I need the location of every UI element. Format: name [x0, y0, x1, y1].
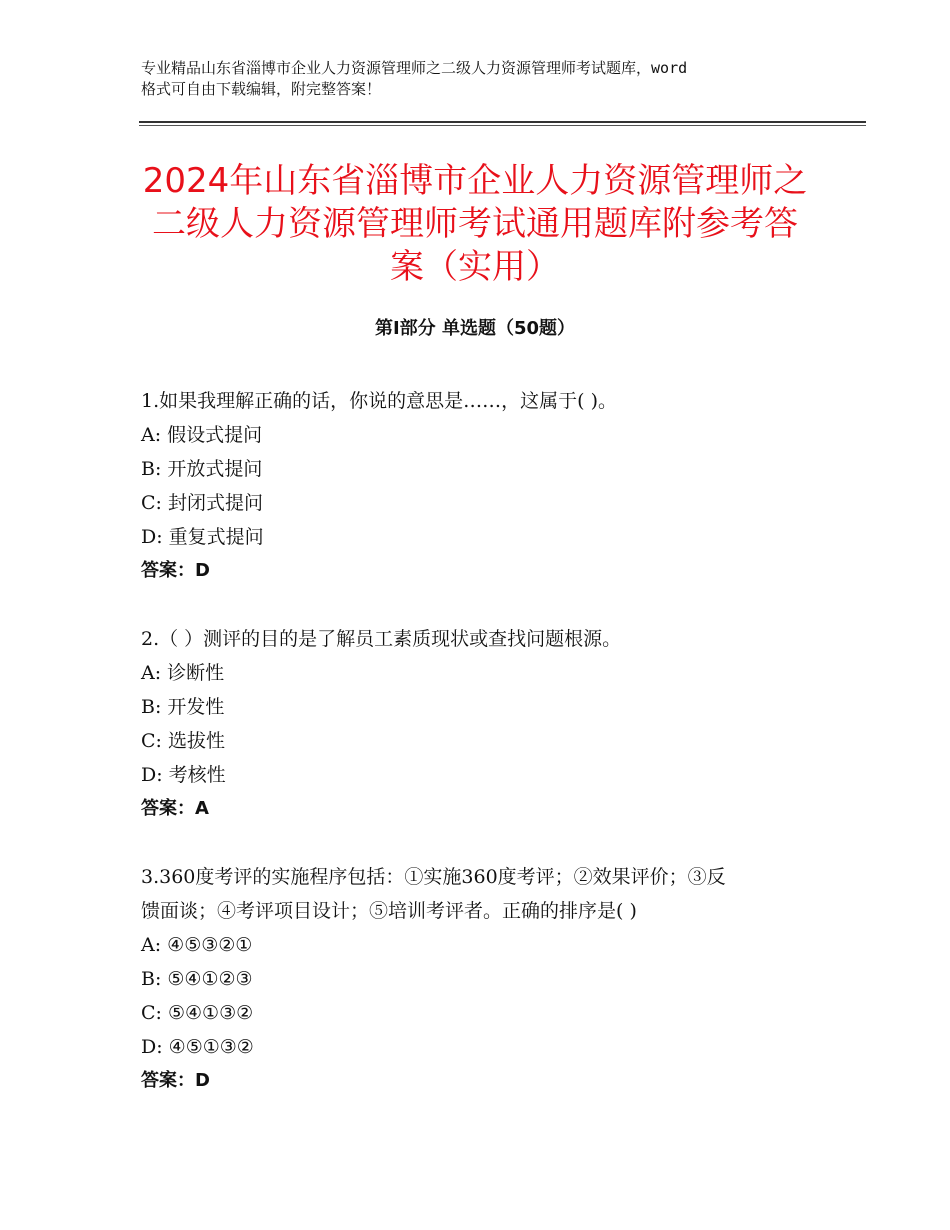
title-line-2: 二级人力资源管理师考试通用题库附参考答 — [152, 204, 798, 244]
question-stem-line: 1.如果我理解正确的话，你说的意思是……，这属于( )。 — [141, 390, 617, 412]
document-title — [110, 160, 840, 289]
question-3 — [141, 860, 831, 1098]
header-note — [141, 58, 821, 100]
question-2 — [141, 622, 831, 826]
header-note-line-1: 专业精品山东省淄博市企业人力资源管理师之二级人力资源管理师考试题库，word — [141, 59, 688, 77]
answer-label: 答案：D — [141, 560, 210, 581]
option-d: D: 考核性 — [141, 764, 226, 786]
question-list — [141, 384, 831, 1132]
answer-label: 答案：A — [141, 798, 209, 819]
section-title: 第Ⅰ部分 单选题（50题） — [374, 318, 575, 339]
question-stem-line: 2.（ ）测评的目的是了解员工素质现状或查找问题根源。 — [141, 628, 622, 650]
title-line-3: 案（实用） — [390, 247, 560, 287]
question-stem — [141, 860, 831, 928]
question-stem-line: 馈面谈；④考评项目设计；⑤培训考评者。正确的排序是( ) — [141, 900, 637, 922]
option-a: A: 假设式提问 — [141, 424, 263, 446]
question-stem — [141, 622, 831, 656]
option-a: A: 诊断性 — [141, 662, 225, 684]
header-note-line-2: 格式可自由下载编辑，附完整答案！ — [141, 80, 382, 98]
answer-label: 答案：D — [141, 1070, 210, 1091]
question-stem — [141, 384, 831, 418]
option-b: B: ⑤④①②③ — [141, 968, 253, 990]
option-c: C: ⑤④①③② — [141, 1002, 254, 1024]
option-d: D: ④⑤①③② — [141, 1036, 254, 1058]
question-stem-line: 3.360度考评的实施程序包括：①实施360度考评；②效果评价；③反 — [141, 866, 726, 888]
question-1 — [141, 384, 831, 588]
option-d: D: 重复式提问 — [141, 526, 264, 548]
option-c: C: 选拔性 — [141, 730, 225, 752]
option-b: B: 开放式提问 — [141, 458, 263, 480]
option-a: A: ④⑤③②① — [141, 934, 253, 956]
header-divider-thin — [139, 125, 866, 126]
option-b: B: 开发性 — [141, 696, 225, 718]
title-line-1: 2024年山东省淄博市企业人力资源管理师之 — [142, 161, 808, 201]
header-divider-thick — [139, 121, 866, 123]
option-c: C: 封闭式提问 — [141, 492, 263, 514]
